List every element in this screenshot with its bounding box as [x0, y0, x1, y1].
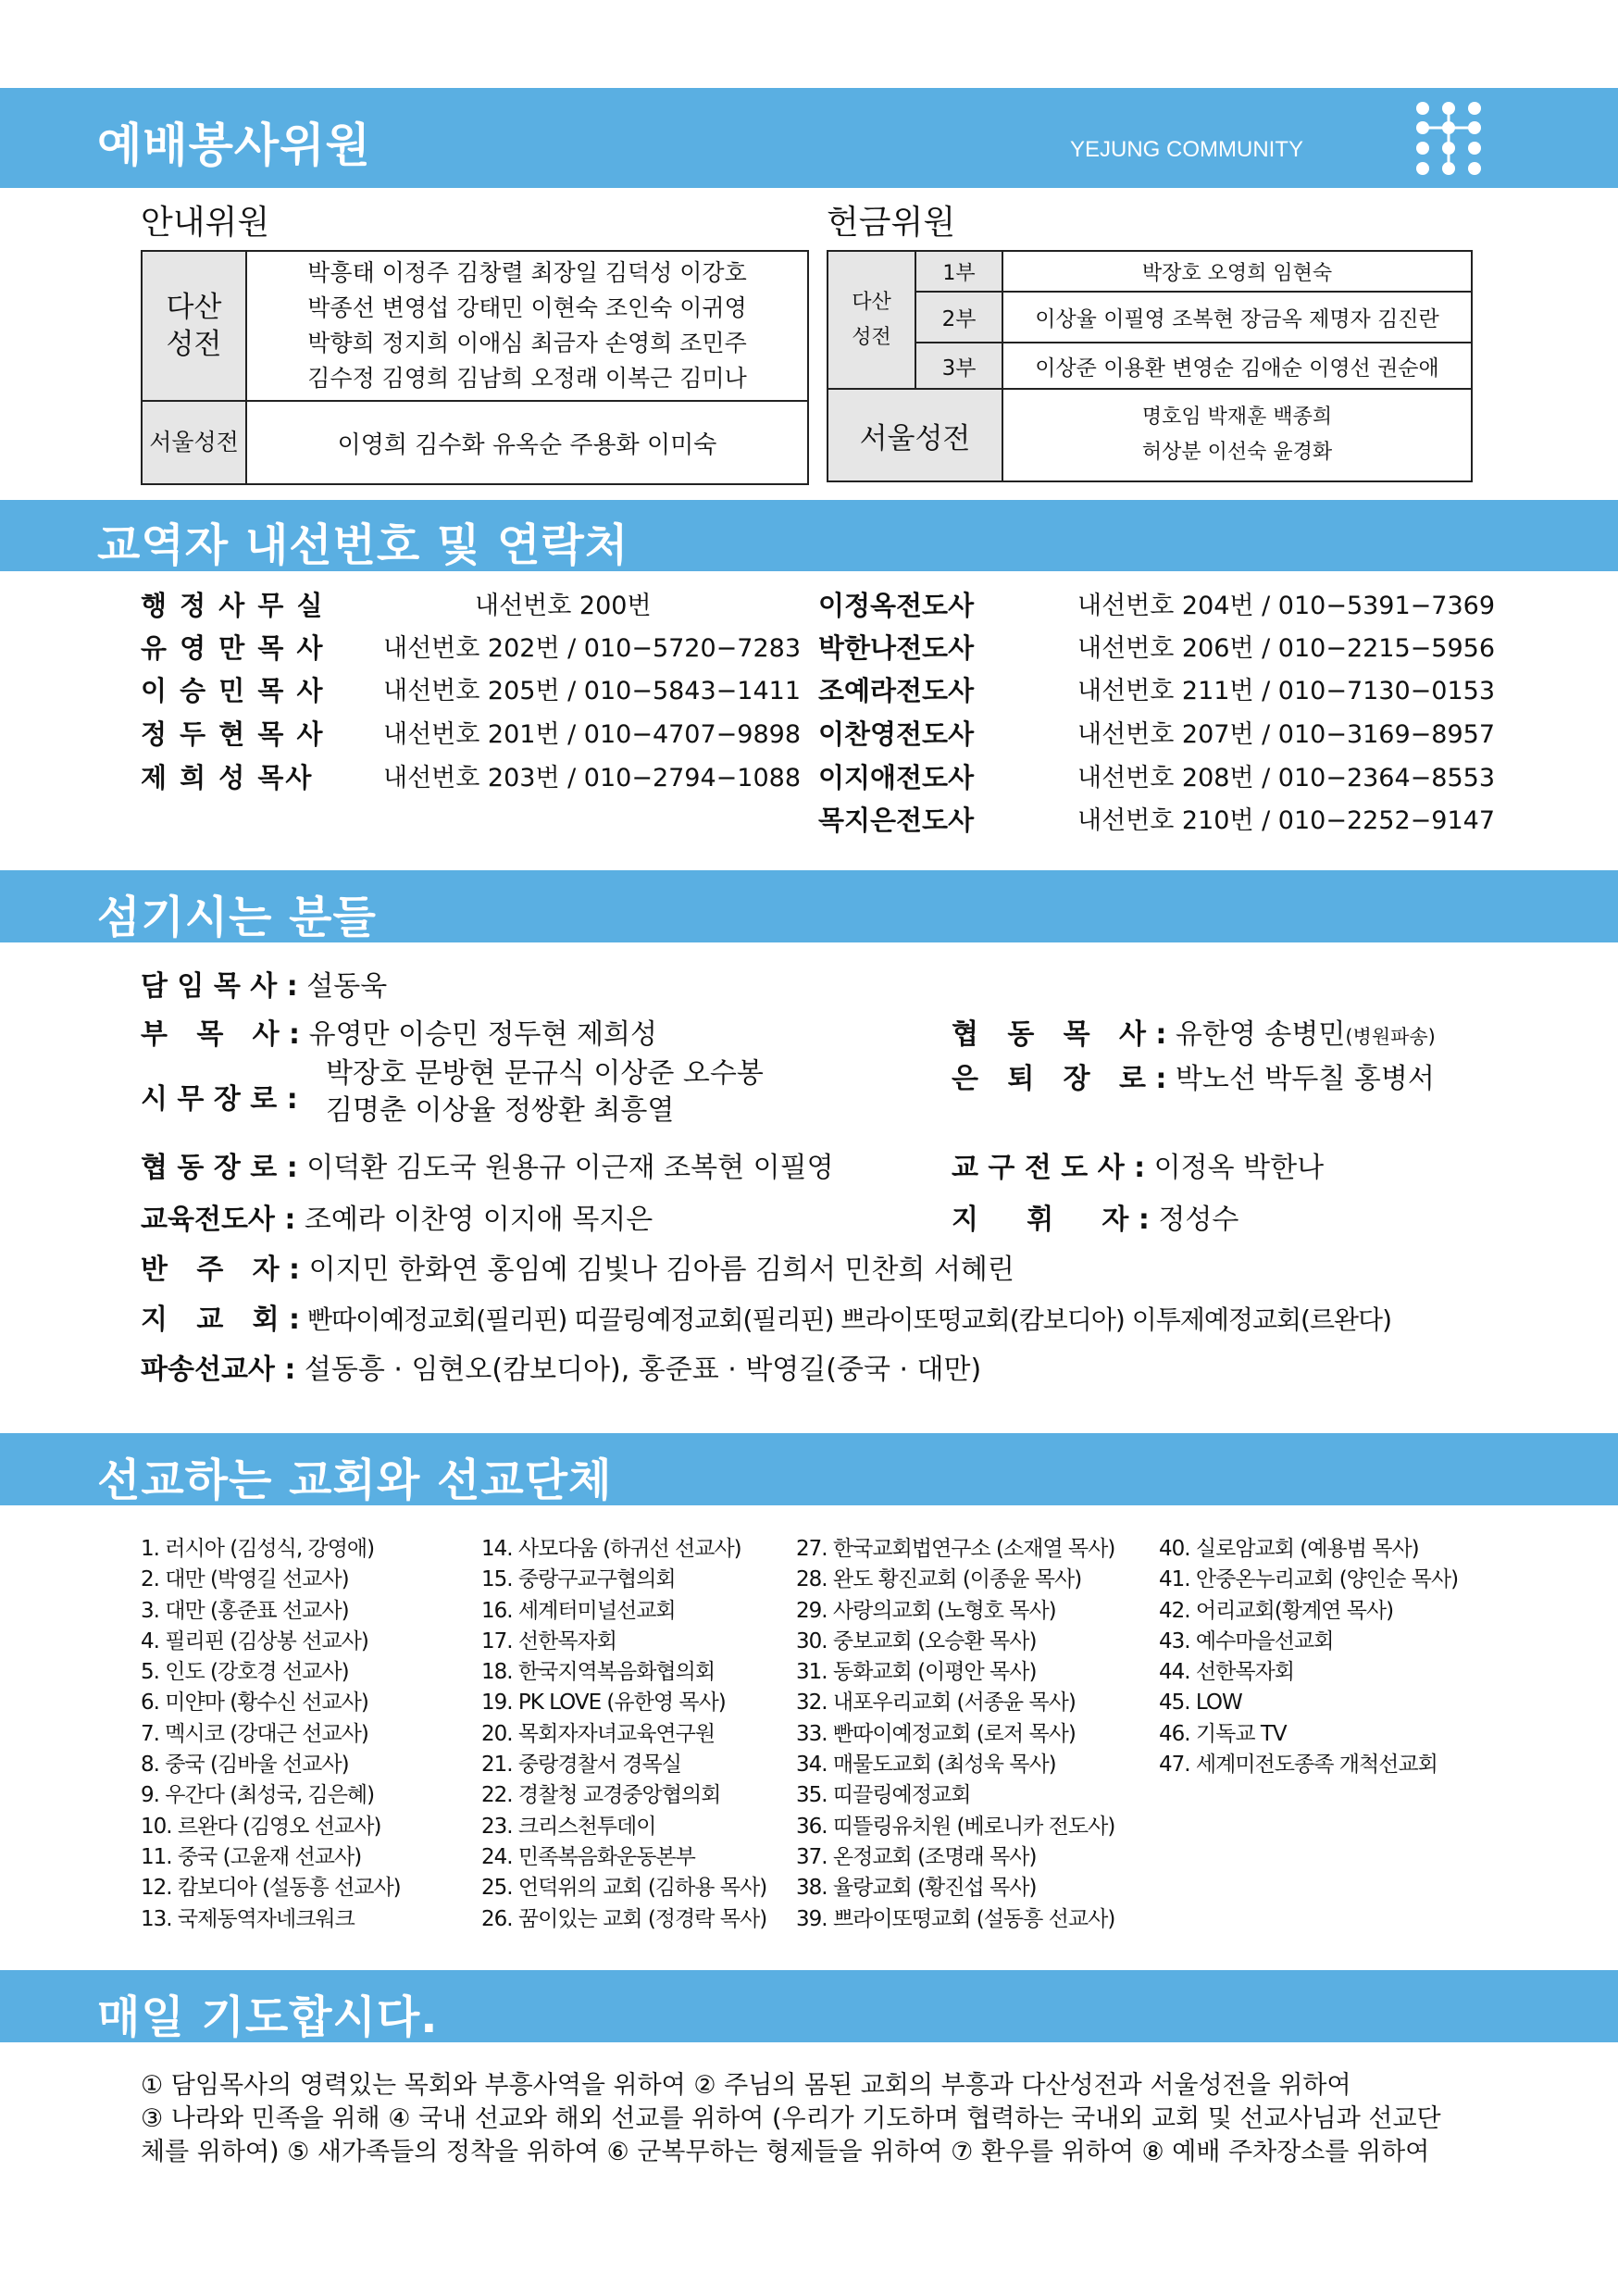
- mission-item: 38. 율랑교회 (황진섭 목사): [796, 1876, 1037, 1901]
- staff-associate-pastors: 부 목 사 : 유영만 이승민 정두현 제희성: [141, 1018, 657, 1051]
- mission-item: 28. 완도 황진교회 (이종윤 목사): [796, 1567, 1082, 1592]
- mission-item: 42. 어리교회(황계연 목사): [1159, 1598, 1394, 1623]
- mission-item: 26. 꿈이있는 교회 (정경락 목사): [481, 1906, 767, 1931]
- staff-coop-elders: 협 동 장 로 : 이덕환 김도국 원용규 이근재 조복현 이필영: [141, 1152, 834, 1184]
- usher-heading: 안내위원: [141, 204, 270, 242]
- mission-item: 20. 목회자자녀교육연구원: [481, 1721, 716, 1746]
- mission-item: 21. 중랑경찰서 경목실: [481, 1753, 681, 1778]
- offering-seoul-names: 명호임 박재훈 백종희 허상분 이선숙 윤경화: [1002, 389, 1472, 481]
- section-title: 매일 기도합시다.: [97, 1991, 439, 2043]
- mission-item: 7. 멕시코 (강대근 선교사): [141, 1721, 368, 1746]
- mission-item: 22. 경찰청 교경중앙협의회: [481, 1783, 721, 1808]
- mission-item: 5. 인도 (강호경 선교사): [141, 1660, 349, 1685]
- mission-item: 2. 대만 (박영길 선교사): [141, 1567, 349, 1592]
- mission-item: 16. 세계터미널선교회: [481, 1598, 676, 1623]
- mission-item: 47. 세계미전도종족 개척선교회: [1159, 1753, 1438, 1778]
- mission-item: 4. 필리핀 (김상봉 선교사): [141, 1628, 368, 1653]
- mission-item: 44. 선한목자회: [1159, 1660, 1294, 1685]
- staff-senior-pastor: 담 임 목 사 : 설동욱: [141, 970, 388, 1003]
- staff-edu-evangelists: 교육전도사 : 조예라 이찬영 이지애 목지은: [141, 1204, 653, 1236]
- mission-item: 6. 미얀마 (황수신 선교사): [141, 1691, 368, 1716]
- mission-item: 15. 중랑구교구협의회: [481, 1567, 676, 1592]
- usher-dasan-label: 다산 성전: [142, 251, 246, 401]
- usher-dasan-names: 박흥태 이정주 김창렬 최장일 김덕성 이강호 박종선 변영섭 강태민 이현숙 조인숙 이귀영 박향희 정지희 이애심 최금자 손영희 조민주 김수정 김영희 김남희 오정래 이복근 김미나: [246, 251, 808, 401]
- section-header-contacts: [0, 500, 1618, 571]
- offering-part-label: 3부: [915, 343, 1002, 389]
- mission-column-2: [481, 1534, 766, 1935]
- mission-item: 34. 매물도교회 (최성욱 목사): [796, 1753, 1056, 1778]
- offering-seoul-label: 서울성전: [828, 389, 1002, 481]
- offering-part-label: 1부: [915, 251, 1002, 292]
- mission-item: 8. 중국 (김바울 선교사): [141, 1753, 349, 1778]
- mission-column-1: [141, 1534, 401, 1935]
- section-header-prayer: [0, 1970, 1618, 2042]
- staff-missionaries: 파송선교사 : 설동흥 · 임현오(캄보디아), 홍준표 · 박영길(중국 · 대만): [141, 1354, 982, 1386]
- staff-conductor: 지 휘 자 : 정성수: [952, 1204, 1239, 1236]
- mission-item: 37. 온정교회 (조명래 목사): [796, 1844, 1037, 1869]
- prayer-line: ③ 나라와 민족을 위해 ④ 국내 선교와 해외 선교를 위하여 (우리가 기도하며 협력하는 국내외 교회 및 선교사님과 선교단: [141, 2104, 1441, 2133]
- mission-item: 29. 사랑의교회 (노형호 목사): [796, 1598, 1056, 1623]
- offering-part-names: 이상준 이용환 변영순 김애순 이영선 권순애: [1002, 343, 1472, 389]
- mission-item: 45. LOW: [1159, 1691, 1242, 1716]
- section-header-worship-committee: [0, 88, 1618, 188]
- mission-item: 27. 한국교회법연구소 (소재열 목사): [796, 1537, 1115, 1561]
- church-logo-icon: [1412, 99, 1486, 177]
- mission-item: 36. 띠뜰링유치원 (베로니카 전도사): [796, 1814, 1115, 1839]
- section-title: 섬기시는 분들: [97, 892, 377, 943]
- offering-part-names: 이상율 이필영 조복현 장금옥 제명자 김진란: [1002, 292, 1472, 343]
- staff-district-evangelists: 교 구 전 도 사 : 이정옥 박한나: [952, 1152, 1325, 1184]
- mission-item: 32. 내포우리교회 (서종윤 목사): [796, 1691, 1076, 1716]
- prayer-line: 체를 위하여) ⑤ 새가족들의 정착을 위하여 ⑥ 군복무하는 형제들을 위하여 ⑦ 환우를 위하여 ⑧ 예배 주차장소를 위하여: [141, 2138, 1430, 2166]
- mission-item: 39. 쁘라이또떵교회 (설동흥 선교사): [796, 1906, 1115, 1931]
- mission-item: 13. 국제동역자네크워크: [141, 1906, 355, 1931]
- mission-item: 14. 사모다움 (하귀선 선교사): [481, 1537, 741, 1561]
- staff-branch-churches: 지 교 회 : 빤따이예정교회(필리핀) 띠끌링예정교회(필리핀) 쁘라이또떵교회(캄보디아) 이투제예정교회(르완다): [141, 1304, 1392, 1336]
- section-header-missions: [0, 1433, 1618, 1505]
- mission-column-4: [1159, 1534, 1458, 1780]
- mission-column-3: [796, 1534, 1114, 1935]
- usher-seoul-label: 서울성전: [142, 401, 246, 484]
- mission-item: 24. 민족복음화운동본부: [481, 1844, 695, 1869]
- mission-item: 46. 기독교 TV: [1159, 1721, 1287, 1746]
- staff-accompanists: 반 주 자 : 이지민 한화연 홍임예 김빛나 김아름 김희서 민찬희 서혜린: [141, 1254, 1014, 1286]
- offering-part-label: 2부: [915, 292, 1002, 343]
- staff-coop-pastors: 협 동 목 사 : 유한영 송병민(병원파송): [952, 1018, 1436, 1051]
- mission-item: 30. 중보교회 (오승환 목사): [796, 1628, 1037, 1653]
- mission-item: 18. 한국지역복음화협의회: [481, 1660, 716, 1685]
- brand-text: YEJUNG COMMUNITY: [1070, 137, 1303, 162]
- mission-item: 9. 우간다 (최성국, 김은혜): [141, 1783, 375, 1808]
- mission-item: 12. 캄보디아 (설동흥 선교사): [141, 1876, 401, 1901]
- mission-item: 3. 대만 (홍준표 선교사): [141, 1598, 349, 1623]
- section-title: 선교하는 교회와 선교단체: [97, 1454, 613, 1506]
- mission-item: 17. 선한목자회: [481, 1628, 616, 1653]
- mission-item: 11. 중국 (고윤재 선교사): [141, 1844, 362, 1869]
- section-title: 교역자 내선번호 및 연락처: [97, 519, 629, 571]
- mission-item: 1. 러시아 (김성식, 강영애): [141, 1537, 375, 1561]
- mission-item: 43. 예수마을선교회: [1159, 1628, 1334, 1653]
- mission-item: 10. 르완다 (김영오 선교사): [141, 1814, 381, 1839]
- mission-item: 23. 크리스천투데이: [481, 1814, 656, 1839]
- mission-item: 25. 언덕위의 교회 (김하용 목사): [481, 1876, 767, 1901]
- prayer-line: ① 담임목사의 영력있는 목회와 부흥사역을 위하여 ② 주님의 몸된 교회의 부흥과 다산성전과 서울성전을 위하여: [141, 2071, 1351, 2100]
- section-title: 예배봉사위원: [97, 119, 371, 172]
- usher-seoul-names: 이영희 김수화 유옥순 주용화 이미숙: [246, 401, 808, 484]
- mission-item: 19. PK LOVE (유한영 목사): [481, 1691, 726, 1716]
- offering-table: [827, 250, 1473, 482]
- mission-item: 40. 실로암교회 (예용범 목사): [1159, 1537, 1419, 1561]
- staff-retired-elders: 은 퇴 장 로 : 박노선 박두칠 홍병서: [952, 1063, 1435, 1095]
- mission-item: 35. 띠끌링예정교회: [796, 1783, 971, 1808]
- offering-part-names: 박장호 오영희 임현숙: [1002, 251, 1472, 292]
- offering-heading: 헌금위원: [827, 204, 956, 242]
- mission-item: 41. 안중온누리교회 (양인순 목사): [1159, 1567, 1459, 1592]
- usher-table: [141, 250, 809, 485]
- mission-item: 33. 빤따이예정교회 (로저 목사): [796, 1721, 1076, 1746]
- offering-dasan-label: 다산 성전: [828, 251, 915, 389]
- section-header-staff: [0, 870, 1618, 942]
- prayer-list: [141, 2069, 1511, 2169]
- mission-item: 31. 동화교회 (이평안 목사): [796, 1660, 1037, 1685]
